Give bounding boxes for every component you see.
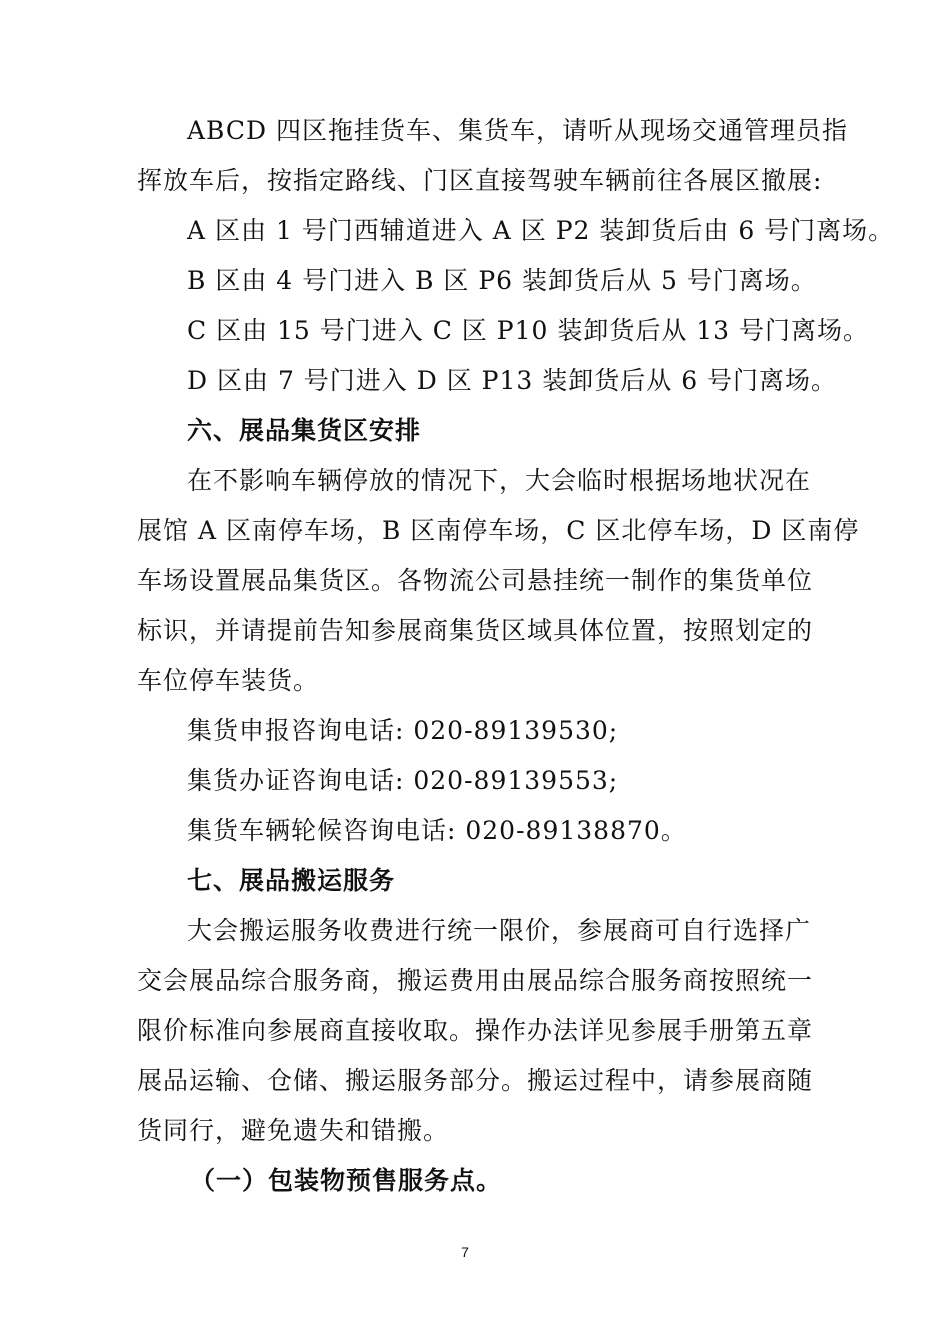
paragraph-line: 货同行，避免遗失和错搬。 (137, 1116, 450, 1145)
phone-line-declaration: 集货申报咨询电话: 020-89139530; (187, 716, 619, 745)
paragraph-line: D 区由 7 号门进入 D 区 P13 装卸货后从 6 号门离场。 (187, 366, 838, 395)
section-heading-seven: 七、展品搬运服务 (187, 866, 396, 895)
paragraph-line: 标识，并请提前告知参展商集货区域具体位置，按照划定的 (137, 616, 814, 645)
paragraph-line: 大会搬运服务收费进行统一限价，参展商可自行选择广 (187, 916, 812, 945)
paragraph-line: B 区由 4 号门进入 B 区 P6 装卸货后从 5 号门离场。 (187, 266, 817, 295)
paragraph-line: 车位停车装货。 (137, 666, 320, 695)
paragraph-line: 车场设置展品集货区。各物流公司悬挂统一制作的集货单位 (137, 566, 814, 595)
paragraph-line: 限价标准向参展商直接收取。操作办法详见参展手册第五章 (137, 1016, 814, 1045)
section-heading-six: 六、展品集货区安排 (187, 416, 422, 445)
paragraph-line: A 区由 1 号门西辅道进入 A 区 P2 装卸货后由 6 号门离场。 (187, 216, 895, 245)
paragraph-line: 展品运输、仓储、搬运服务部分。搬运过程中，请参展商随 (137, 1066, 814, 1095)
phone-line-permit: 集货办证咨询电话: 020-89139553; (187, 766, 619, 795)
paragraph-line: C 区由 15 号门进入 C 区 P10 装卸货后从 13 号门离场。 (187, 316, 870, 345)
paragraph-line: 展馆 A 区南停车场，B 区南停车场，C 区北停车场，D 区南停 (137, 516, 860, 545)
paragraph-line: 在不影响车辆停放的情况下，大会临时根据场地状况在 (187, 466, 812, 495)
paragraph-line: 交会展品综合服务商，搬运费用由展品综合服务商按照统一 (137, 966, 814, 995)
page-number: 7 (461, 1244, 469, 1260)
phone-line-queue: 集货车辆轮候咨询电话: 020-89138870。 (187, 816, 687, 845)
paragraph-line: 挥放车后，按指定路线、门区直接驾驶车辆前往各展区撤展: (137, 166, 823, 195)
sub-heading-packaging: （一）包装物预售服务点。 (190, 1166, 503, 1195)
paragraph-line: ABCD 四区拖挂货车、集货车，请听从现场交通管理员指 (187, 116, 849, 145)
